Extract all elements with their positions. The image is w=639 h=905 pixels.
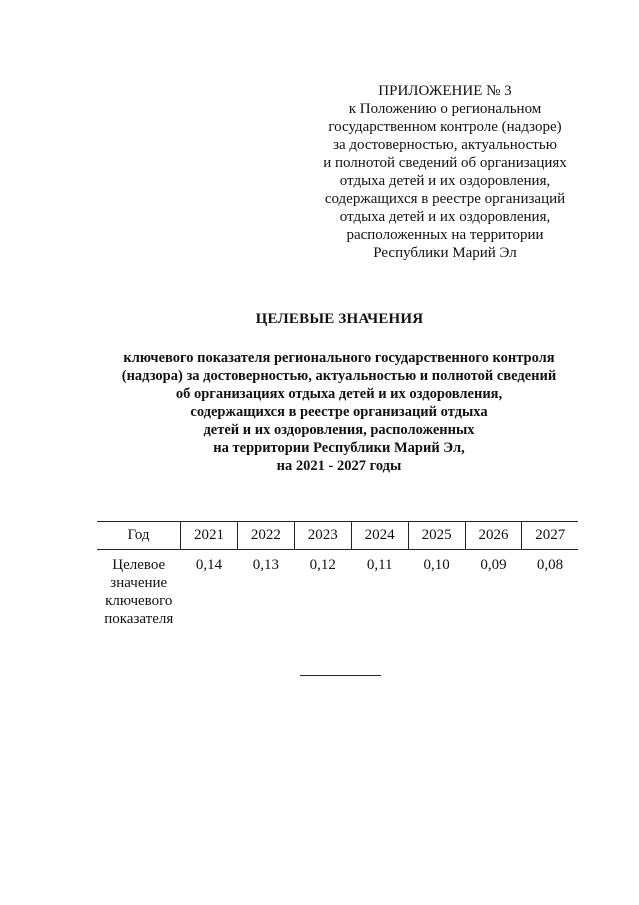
header-cell: 2024 — [351, 522, 408, 550]
subtitle-line: содержащихся в реестре организаций отдыха — [190, 404, 488, 420]
appendix-line: отдыха детей и их оздоровления, — [339, 209, 551, 225]
subtitle-line: (надзора) за достоверностью, актуальностью и полнотой сведений — [121, 368, 557, 384]
subtitle-line: на территории Республики Марий Эл, — [213, 440, 465, 456]
value-cell: 0,13 — [252, 557, 279, 573]
target-values-table — [97, 521, 578, 628]
header-cell: 2026 — [465, 522, 522, 550]
closing-rule — [300, 675, 381, 676]
value-cell: 0,10 — [423, 557, 450, 573]
row-label-cell — [97, 550, 181, 629]
appendix-line: расположенных на территории — [346, 227, 544, 243]
appendix-line: и полнотой сведений об организациях — [323, 155, 567, 171]
row-label-line: ключевого — [105, 593, 173, 609]
header-cell: 2027 — [522, 522, 578, 550]
value-cell: 0,11 — [366, 557, 393, 573]
header-cell: 2021 — [181, 522, 238, 550]
document-title: ЦЕЛЕВЫЕ ЗНАЧЕНИЯ — [255, 311, 424, 327]
subtitle-line: об организациях отдыха детей и их оздоровления, — [175, 386, 503, 402]
header-cell: 2022 — [237, 522, 294, 550]
row-label-line: значение — [110, 575, 168, 591]
appendix-line: государственном контроле (надзоре) — [328, 119, 562, 135]
appendix-line: за достоверностью, актуальностью — [333, 137, 557, 153]
document-subtitle — [100, 349, 578, 475]
subtitle-line: на 2021 - 2027 годы — [276, 458, 402, 474]
appendix-line: к Положению о региональном — [348, 101, 542, 117]
subtitle-line: ключевого показателя регионального государственного контроля — [123, 350, 555, 366]
appendix-line: отдыха детей и их оздоровления, — [339, 173, 551, 189]
header-cell-year: Год — [97, 522, 181, 550]
subtitle-line: детей и их оздоровления, расположенных — [203, 422, 475, 438]
value-cell: 0,14 — [195, 557, 223, 573]
header-cell: 2023 — [294, 522, 351, 550]
table-header-row — [97, 522, 578, 550]
row-label-line: Целевое — [112, 557, 166, 573]
table-row — [97, 550, 578, 629]
appendix-line: Республики Марий Эл — [373, 245, 517, 261]
row-label-line: показателя — [104, 611, 174, 627]
appendix-heading — [300, 82, 590, 262]
appendix-line: ПРИЛОЖЕНИЕ № 3 — [378, 83, 512, 99]
header-cell: 2025 — [408, 522, 465, 550]
value-cell: 0,08 — [536, 557, 564, 573]
appendix-line: содержащихся в реестре организаций — [324, 191, 566, 207]
value-cell: 0,12 — [309, 557, 336, 573]
value-cell: 0,09 — [480, 557, 507, 573]
